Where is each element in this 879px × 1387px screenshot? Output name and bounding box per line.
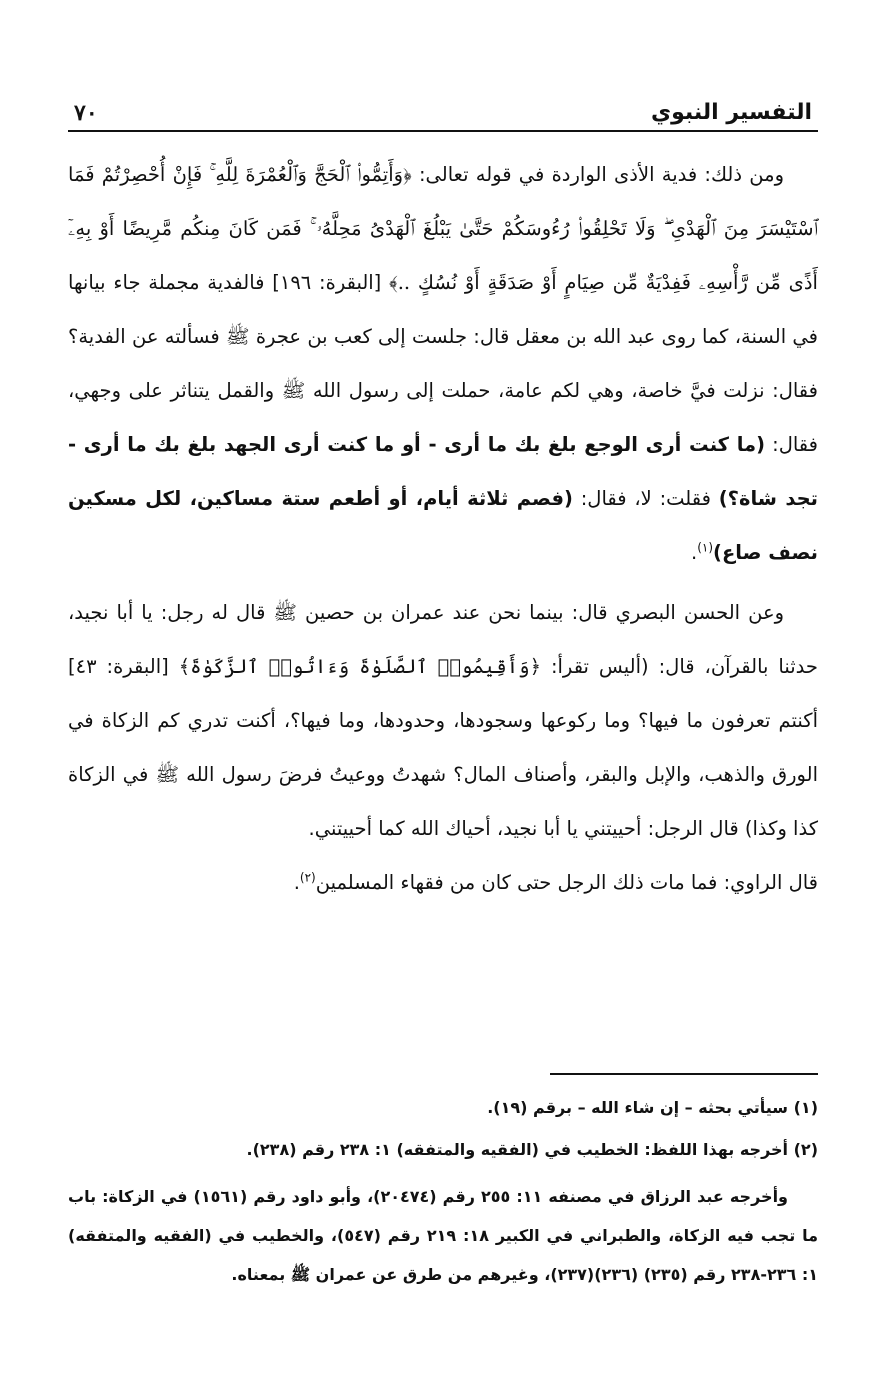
footnote-ref-1: (١) bbox=[697, 540, 714, 555]
main-body bbox=[68, 148, 818, 916]
page-header bbox=[68, 100, 818, 136]
p2-text-c: قال الراوي: فما مات ذلك الرجل حتى كان من فقهاء المسلمين bbox=[315, 871, 818, 894]
quran-verse-baqara-43: ﴿وَأَقِيمُوا۟ ٱلصَّلَوٰةَ وَءَاتُوا۟ ٱلزَّكَوٰةَ﴾ bbox=[178, 655, 541, 678]
p1-text-a: فالفدية مجملة جاء بيانها في السنة، كما روى عبد الله بن معقل قال: جلست إلى كعب بن عجرة ﷺ فسألته عن الفدية؟ فقال: نزلت فيَّ خاصة، وهي لكم عامة، حملت إلى رسول الله ﷺ والقمل يتناثر على وجهي، فقال: bbox=[68, 271, 818, 456]
quran-verse-baqara-196: ﴿وَأَتِمُّوا۟ ٱلْحَجَّ وَٱلْعُمْرَةَ لِلَّهِ ۚ فَإِنْ أُحْصِرْتُمْ فَمَا ٱسْتَيْسَرَ مِنَ ٱلْهَدْىِ ۖ وَلَا تَحْلِقُوا۟ رُءُوسَكُمْ حَتَّىٰ يَبْلُغَ ٱلْهَدْىُ مَحِلَّهُۥ ۚ فَمَن كَانَ مِنكُم مَّرِيضًا أَوْ بِهِۦٓ أَذًى مِّن رَّأْسِهِۦ فَفِدْيَةٌ مِّن صِيَامٍ أَوْ صَدَقَةٍ أَوْ نُسُكٍ ..﴾ bbox=[68, 163, 818, 294]
p2-text-b: أكنتم تعرفون ما فيها؟ وما ركوعها وسجودها، وحدودها، وما فيها؟، أكنت تدري كم الزكاة في الورق والذهب، والإبل والبقر، وأصناف المال؟ شهدتُ ووعيتُ فرضَ رسول الله ﷺ في الزكاة كذا وكذا) قال الرجل: أحييتني يا أبا نجيد، أحياك الله كما أحييتني. bbox=[68, 709, 818, 840]
p2-end: . bbox=[293, 871, 300, 894]
book-title: التفسير النبوي bbox=[650, 100, 812, 125]
verse-reference: [البقرة: ١٩٦] bbox=[264, 271, 390, 294]
footnotes bbox=[68, 1088, 818, 1297]
paragraph-hasan-basri bbox=[68, 586, 818, 910]
footnote-ref-2: (٢) bbox=[299, 870, 316, 885]
footnote-rule bbox=[550, 1073, 818, 1075]
footnote-2-continued: وأخرجه عبد الرزاق في مصنفه ١١: ٢٥٥ رقم (٢٠٤٧٤)، وأبو داود رقم (١٥٦١) في الزكاة: باب ما تجب فيه الزكاة، والطبراني في الكبير ١٨: ٢١٩ رقم (٥٤٧)، والخطيب في (الفقيه والمتفقه) ١: ٢٣٦-٢٣٨ رقم (٢٣٥) (٢٣٦)(٢٣٧)، وغيرهم من طرق عن عمران ﷺ بمعناه. bbox=[68, 1187, 819, 1284]
verse-reference-2: [البقرة: ٤٣] bbox=[68, 655, 179, 678]
page-number: ٧٠ bbox=[74, 100, 98, 126]
hadith-quote: (ما كنت أرى الوجع بلغ بك ما أرى - أو ما كنت أرى الجهد بلغ بك ما أرى - تجد شاة؟) bbox=[68, 433, 818, 510]
p1-lead: ومن ذلك: فدية الأذى الواردة في قوله تعالى: bbox=[411, 163, 785, 186]
hadith-quote-2: (فصم ثلاثة أيام، أو أطعم ستة مساكين، لكل مسكين نصف صاع) bbox=[68, 487, 818, 564]
footnote-1: (١) سيأتي بحثه – إن شاء الله – برقم (١٩). bbox=[487, 1098, 818, 1117]
paragraph-fidya bbox=[68, 148, 818, 580]
footnote-2: (٢) أخرجه بهذا اللفظ: الخطيب في (الفقيه والمتفقه) ١: ٢٣٨ رقم (٢٣٨). bbox=[246, 1140, 818, 1159]
header-rule bbox=[68, 130, 818, 132]
p1-text-b: فقلت: لا، فقال: bbox=[572, 487, 719, 510]
p1-end: . bbox=[691, 541, 698, 564]
p2-text-a: وعن الحسن البصري قال: بينما نحن عند عمران بن حصين ﷺ قال له رجل: يا أبا نجيد، حدثنا بالقرآن، قال: (أليس تقرأ: bbox=[68, 601, 818, 678]
